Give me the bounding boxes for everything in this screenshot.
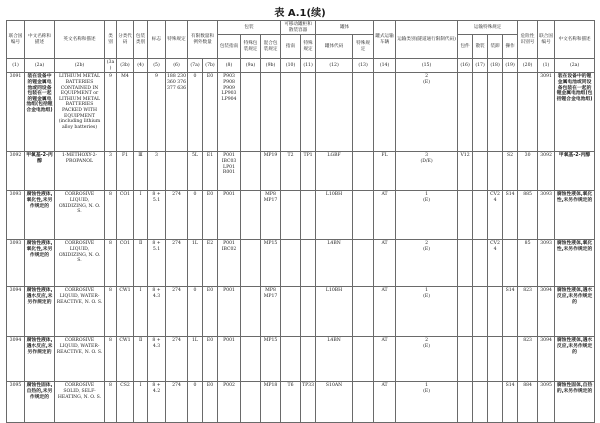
- header-bulk: 散装: [473, 35, 488, 59]
- cell-special-packing: [241, 382, 261, 423]
- cell-loading-unloading: [488, 337, 503, 382]
- cell-operation: S2: [503, 152, 518, 191]
- cell-mixed-packing: [261, 73, 281, 152]
- colnum: (14): [374, 59, 396, 73]
- header-load: 装卸: [488, 35, 503, 59]
- header-class: 类别: [105, 21, 117, 59]
- colnum: (7b): [203, 59, 218, 73]
- cell-portable-tank-instr: [281, 287, 301, 337]
- cell-tank-sp: [353, 240, 374, 287]
- cell-portable-tank-sp: [301, 191, 316, 240]
- table-header: [7, 21, 595, 73]
- cell-un-number-2: 3091: [538, 73, 555, 152]
- cell-excepted-quantity: E0: [203, 382, 218, 423]
- transport-category-value: 3: [425, 153, 429, 159]
- cell-tank-sp: [353, 73, 374, 152]
- header-pt-instr: 指南: [281, 35, 301, 59]
- cell-packing-instructions: P001: [218, 191, 241, 240]
- table-row: [7, 382, 595, 423]
- cell-zh-name-2: 装在设备中的锂金属电池或同设备包装在一起的锂金属电池组(包括锂合金电池组): [555, 73, 595, 152]
- cell-packing-group: Ⅱ: [134, 240, 148, 287]
- cell-un-number-2: 3094: [538, 287, 555, 337]
- colnum: (9b): [261, 59, 281, 73]
- cell-mixed-packing: MP15: [261, 240, 281, 287]
- header-hazid: 危险性识别号: [518, 21, 538, 59]
- colnum: (18): [488, 59, 503, 73]
- header-zh-name: 中文名称和描述: [25, 21, 55, 59]
- cell-hazard-id: 884: [518, 382, 538, 423]
- colnum: (17): [473, 59, 488, 73]
- cell-operation: [503, 240, 518, 287]
- table-row: [7, 337, 595, 382]
- cell-zh-name-2: 腐蚀性液体,氧化性,未另作规定的: [555, 240, 595, 287]
- cell-zh-name-2: 腐蚀性液体,遇水反应,未另作规定的: [555, 287, 595, 337]
- cell-special-provisions: 274: [166, 191, 188, 240]
- colnum: (8): [218, 59, 241, 73]
- cell-carriage-bulk: [473, 287, 488, 337]
- cell-class-code: CW1: [117, 337, 134, 382]
- cell-tank-sp: [353, 287, 374, 337]
- cell-portable-tank-instr: T2: [281, 152, 301, 191]
- cell-class-code: CO1: [117, 191, 134, 240]
- cell-un-number: 3093: [7, 191, 25, 240]
- cell-zh-name: 腐蚀性液体,遇水反应,未另作规定的: [25, 337, 55, 382]
- cell-un-number: 3094: [7, 337, 25, 382]
- cell-class: 8: [105, 191, 117, 240]
- table-row: [7, 152, 595, 191]
- cell-zh-name: 腐蚀性液体,遇水反应,未另作规定的: [25, 287, 55, 337]
- tunnel-code: (E): [423, 388, 431, 394]
- cell-loading-unloading: CV24: [488, 240, 503, 287]
- cell-special-packing: [241, 152, 261, 191]
- header-en-name: 英文名称和描述: [55, 21, 105, 59]
- cell-excepted-quantity: E0: [203, 191, 218, 240]
- cell-loading-unloading: [488, 73, 503, 152]
- cell-operation: S14: [503, 191, 518, 240]
- cell-limited-quantity: 1L: [188, 337, 203, 382]
- header-portable: 可移动罐柜和散装容器: [281, 21, 316, 35]
- cell-limited-quantity: 0: [188, 287, 203, 337]
- cell-operation: [503, 73, 518, 152]
- cell-carriage-bulk: [473, 152, 488, 191]
- cell-en-name: 1-METHOXY-2-PROPANOL: [55, 152, 105, 191]
- cell-tank-sp: [353, 191, 374, 240]
- header-op: 操作: [503, 35, 518, 59]
- colnum: (2b): [55, 59, 105, 73]
- cell-carriage-bulk: [473, 337, 488, 382]
- header-mp: 混合包装规定: [261, 35, 281, 59]
- cell-en-name: CORROSIVE LIQUID, OXIDIZING, N. O. S.: [55, 191, 105, 240]
- colnum: (5): [148, 59, 166, 73]
- cell-carriage-bulk: [473, 382, 488, 423]
- dangerous-goods-table: [6, 20, 595, 423]
- cell-packing-group: Ⅱ: [134, 337, 148, 382]
- cell-packing-instructions: P001: [218, 287, 241, 337]
- cell-tank-vehicle: AT: [374, 191, 396, 240]
- header-pkg: 包件: [458, 35, 473, 59]
- header-un-2: 联合国编号: [538, 21, 555, 59]
- cell-labels: 3: [148, 152, 166, 191]
- colnum: (6): [166, 59, 188, 73]
- cell-tank-code: [316, 73, 353, 152]
- cell-packing-group: Ⅰ: [134, 191, 148, 240]
- cell-packing-group: [134, 73, 148, 152]
- cell-operation: [503, 337, 518, 382]
- cell-hazard-id: 823: [518, 337, 538, 382]
- cell-limited-quantity: 1L: [188, 240, 203, 287]
- cell-hazard-id: 30: [518, 152, 538, 191]
- cell-loading-unloading: [488, 287, 503, 337]
- tunnel-code: (D/E): [420, 158, 433, 164]
- cell-un-number: 3095: [7, 382, 25, 423]
- colnum: (11): [301, 59, 316, 73]
- cell-tank-sp: [353, 382, 374, 423]
- header-pi: 包装指南: [218, 35, 241, 59]
- cell-excepted-quantity: E2: [203, 240, 218, 287]
- cell-en-name: CORROSIVE LIQUID, WATER-REACTIVE, N. O. S.: [55, 287, 105, 337]
- cell-portable-tank-sp: [301, 240, 316, 287]
- cell-packing-instructions: P001 IBC02: [218, 240, 241, 287]
- cell-excepted-quantity: E0: [203, 337, 218, 382]
- cell-un-number: 3093: [7, 240, 25, 287]
- cell-class-code: M4: [117, 73, 134, 152]
- cell-un-number: 3092: [7, 152, 25, 191]
- cell-transport-category: [396, 73, 458, 152]
- cell-un-number-2: 3094: [538, 337, 555, 382]
- cell-mixed-packing: MP15: [261, 337, 281, 382]
- cell-portable-tank-instr: T6: [281, 382, 301, 423]
- cell-un-number-2: 3092: [538, 152, 555, 191]
- cell-limited-quantity: 0: [188, 73, 203, 152]
- cell-mixed-packing: MP8 MP17: [261, 191, 281, 240]
- cell-carriage-packages: [458, 382, 473, 423]
- cell-en-name: CORROSIVE LIQUID, WATER-REACTIVE, N. O. S.: [55, 337, 105, 382]
- header-pt-sp: 特殊规定: [301, 35, 316, 59]
- cell-carriage-bulk: [473, 191, 488, 240]
- cell-tank-code: L4BN: [316, 240, 353, 287]
- cell-packing-instructions: P903 P908 P909 LP903 LP904: [218, 73, 241, 152]
- page-title: 表 A.1(续): [274, 8, 326, 19]
- header-un: 联合国编号: [7, 21, 25, 59]
- cell-hazard-id: [518, 73, 538, 152]
- colnum: (9a): [241, 59, 261, 73]
- cell-carriage-packages: [458, 73, 473, 152]
- tunnel-code: (E): [423, 293, 431, 299]
- cell-zh-name: 腐蚀性固体,自热的,未另作规定的: [25, 382, 55, 423]
- colnum: (16): [458, 59, 473, 73]
- cell-portable-tank-sp: [301, 337, 316, 382]
- colnum: (19): [503, 59, 518, 73]
- cell-transport-category: [396, 382, 458, 423]
- tunnel-code: (E): [423, 79, 431, 85]
- column-number-row: [7, 59, 595, 73]
- cell-loading-unloading: [488, 382, 503, 423]
- cell-class: 3: [105, 152, 117, 191]
- transport-category-value: 1: [425, 383, 429, 389]
- cell-packing-group: Ⅰ: [134, 287, 148, 337]
- cell-class-code: CS2: [117, 382, 134, 423]
- cell-mixed-packing: MP18: [261, 382, 281, 423]
- cell-class-code: F1: [117, 152, 134, 191]
- header-tank-code: 罐体代码: [316, 35, 353, 59]
- cell-en-name: CORROSIVE LIQUID, OXIDIZING, N. O. S.: [55, 240, 105, 287]
- tunnel-code: (E): [423, 343, 431, 349]
- cell-class-code: CW1: [117, 287, 134, 337]
- cell-tank-vehicle: AT: [374, 240, 396, 287]
- cell-hazard-id: 85: [518, 240, 538, 287]
- cell-packing-group: Ⅲ: [134, 152, 148, 191]
- cell-tank-sp: [353, 337, 374, 382]
- cell-tank-vehicle: FL: [374, 152, 396, 191]
- cell-transport-category: [396, 240, 458, 287]
- cell-un-number: 3091: [7, 73, 25, 152]
- cell-labels: 8 + 4.3: [148, 337, 166, 382]
- cell-transport-category: [396, 287, 458, 337]
- table-row: [7, 73, 595, 152]
- cell-carriage-packages: V12: [458, 152, 473, 191]
- cell-packing-instructions: P001 IBC03 LP01 R001: [218, 152, 241, 191]
- header-class-code: 分类代码: [117, 21, 134, 59]
- cell-operation: S14: [503, 287, 518, 337]
- header-tank: 罐体: [316, 21, 374, 35]
- transport-category-value: 1: [425, 192, 429, 198]
- colnum: (13): [353, 59, 374, 73]
- cell-packing-instructions: P001: [218, 337, 241, 382]
- cell-labels: 8 + 4.2: [148, 382, 166, 423]
- table-row: [7, 287, 595, 337]
- cell-special-provisions: [166, 152, 188, 191]
- cell-class: 8: [105, 240, 117, 287]
- table-row: [7, 240, 595, 287]
- colnum: (4): [134, 59, 148, 73]
- colnum: (7a): [188, 59, 203, 73]
- cell-labels: 9: [148, 73, 166, 152]
- header-pg: 包装类别: [134, 21, 148, 59]
- cell-en-name: LITHIUM METAL BATTERIES CONTAINED IN EQUIPMENT or LITHIUM METAL BATTERIES PACKED WITH EQUIPMENT (including lithium alloy batteries): [55, 73, 105, 152]
- cell-operation: S14: [503, 382, 518, 423]
- cell-tank-vehicle: AT: [374, 287, 396, 337]
- colnum: (15): [396, 59, 458, 73]
- cell-portable-tank-instr: [281, 240, 301, 287]
- colnum: (1): [538, 59, 555, 73]
- header-pp: 特殊包装规定: [241, 35, 261, 59]
- colnum: (2a): [25, 59, 55, 73]
- cell-zh-name-2: 甲氧基-2-丙醇: [555, 152, 595, 191]
- cell-class: 8: [105, 337, 117, 382]
- cell-tank-code: L10BH: [316, 191, 353, 240]
- cell-carriage-packages: [458, 337, 473, 382]
- cell-tank-code: L4BN: [316, 337, 353, 382]
- cell-class: 8: [105, 287, 117, 337]
- cell-transport-category: [396, 152, 458, 191]
- cell-packing-instructions: P002: [218, 382, 241, 423]
- cell-loading-unloading: [488, 152, 503, 191]
- cell-tank-sp: [353, 152, 374, 191]
- cell-carriage-bulk: [473, 73, 488, 152]
- cell-carriage-packages: [458, 287, 473, 337]
- cell-portable-tank-instr: [281, 73, 301, 152]
- cell-transport-category: [396, 191, 458, 240]
- header-special-prov: 运输特殊规定: [458, 21, 518, 35]
- cell-carriage-bulk: [473, 240, 488, 287]
- header-zh-name-2: 中文名称和描述: [555, 21, 595, 59]
- cell-portable-tank-sp: TP1: [301, 152, 316, 191]
- transport-category-value: 2: [425, 338, 429, 344]
- cell-tank-code: LGBF: [316, 152, 353, 191]
- colnum: (12): [316, 59, 353, 73]
- cell-limited-quantity: 5L: [188, 152, 203, 191]
- cell-hazard-id: 885: [518, 191, 538, 240]
- header-sp: 特殊规定: [166, 21, 188, 59]
- cell-zh-name-2: 腐蚀性固体,自热的,未另作规定的: [555, 382, 595, 423]
- cell-zh-name: 腐蚀性液体,氧化性,未另作规定的: [25, 191, 55, 240]
- transport-category-value: 1: [425, 288, 429, 294]
- cell-limited-quantity: 0: [188, 191, 203, 240]
- transport-category-value: 2: [425, 74, 429, 80]
- cell-un-number-2: 3093: [538, 240, 555, 287]
- cell-mixed-packing: MP19: [261, 152, 281, 191]
- header-transport-cat: 运输类别(隧道通行限制代码): [396, 21, 458, 59]
- table-body: [7, 73, 595, 423]
- cell-tank-vehicle: AT: [374, 337, 396, 382]
- cell-transport-category: [396, 337, 458, 382]
- colnum: (20): [518, 59, 538, 73]
- cell-special-packing: [241, 73, 261, 152]
- cell-special-provisions: 274: [166, 382, 188, 423]
- header-labels: 标志: [148, 21, 166, 59]
- cell-special-packing: [241, 287, 261, 337]
- cell-en-name: CORROSIVE SOLID, SELF-HEATING, N. O. S.: [55, 382, 105, 423]
- cell-hazard-id: 823: [518, 287, 538, 337]
- cell-class: 8: [105, 382, 117, 423]
- cell-portable-tank-instr: [281, 337, 301, 382]
- cell-zh-name: 装在设备中的锂金属电池或同设备包装在一起的锂金属电池组(包括锂合金电池组): [25, 73, 55, 152]
- cell-special-provisions: 274: [166, 337, 188, 382]
- header-packaging: 包装: [218, 21, 281, 35]
- cell-portable-tank-sp: [301, 287, 316, 337]
- colnum: (3b): [117, 59, 134, 73]
- cell-tank-vehicle: AT: [374, 382, 396, 423]
- cell-labels: 8 + 5.1: [148, 191, 166, 240]
- cell-excepted-quantity: E1: [203, 152, 218, 191]
- cell-special-packing: [241, 337, 261, 382]
- header-tank-sp: 特殊规定: [353, 35, 374, 59]
- tunnel-code: (E): [423, 197, 431, 203]
- cell-tank-code: L10BH: [316, 287, 353, 337]
- cell-class: 9: [105, 73, 117, 152]
- colnum: (2a): [555, 59, 595, 73]
- cell-special-packing: [241, 191, 261, 240]
- header-lq-eq: 有限数量和例外数量: [188, 21, 218, 59]
- colnum: (1): [7, 59, 25, 73]
- cell-zh-name-2: 腐蚀性液体,遇水反应,未另作规定的: [555, 337, 595, 382]
- cell-mixed-packing: MP8 MP17: [261, 287, 281, 337]
- colnum: (10): [281, 59, 301, 73]
- cell-excepted-quantity: E0: [203, 73, 218, 152]
- cell-special-provisions: 274: [166, 240, 188, 287]
- cell-portable-tank-instr: [281, 191, 301, 240]
- tunnel-code: (E): [423, 246, 431, 252]
- transport-category-value: 2: [425, 241, 429, 247]
- cell-carriage-packages: [458, 240, 473, 287]
- cell-un-number-2: 3093: [538, 191, 555, 240]
- cell-un-number: 3094: [7, 287, 25, 337]
- cell-zh-name-2: 腐蚀性液体,氧化性,未另作规定的: [555, 191, 595, 240]
- cell-limited-quantity: 0: [188, 382, 203, 423]
- cell-special-provisions: 274: [166, 287, 188, 337]
- cell-special-packing: [241, 240, 261, 287]
- cell-excepted-quantity: E0: [203, 287, 218, 337]
- cell-zh-name: 甲氧基-2-丙醇: [25, 152, 55, 191]
- table-row: [7, 191, 595, 240]
- cell-tank-vehicle: [374, 73, 396, 152]
- colnum: (3a): [105, 59, 117, 73]
- cell-special-provisions: 188 230 360 376 377 636: [166, 73, 188, 152]
- cell-portable-tank-sp: [301, 73, 316, 152]
- header-vehicle: 罐式运输车辆: [374, 21, 396, 59]
- cell-tank-code: S10AN: [316, 382, 353, 423]
- cell-packing-group: Ⅰ: [134, 382, 148, 423]
- cell-zh-name: 腐蚀性液体,氧化性,未另作规定的: [25, 240, 55, 287]
- cell-labels: 8 + 5.1: [148, 240, 166, 287]
- cell-labels: 8 + 4.3: [148, 287, 166, 337]
- cell-carriage-packages: [458, 191, 473, 240]
- cell-un-number-2: 3095: [538, 382, 555, 423]
- cell-class-code: CO1: [117, 240, 134, 287]
- cell-portable-tank-sp: TP33: [301, 382, 316, 423]
- cell-loading-unloading: CV24: [488, 191, 503, 240]
